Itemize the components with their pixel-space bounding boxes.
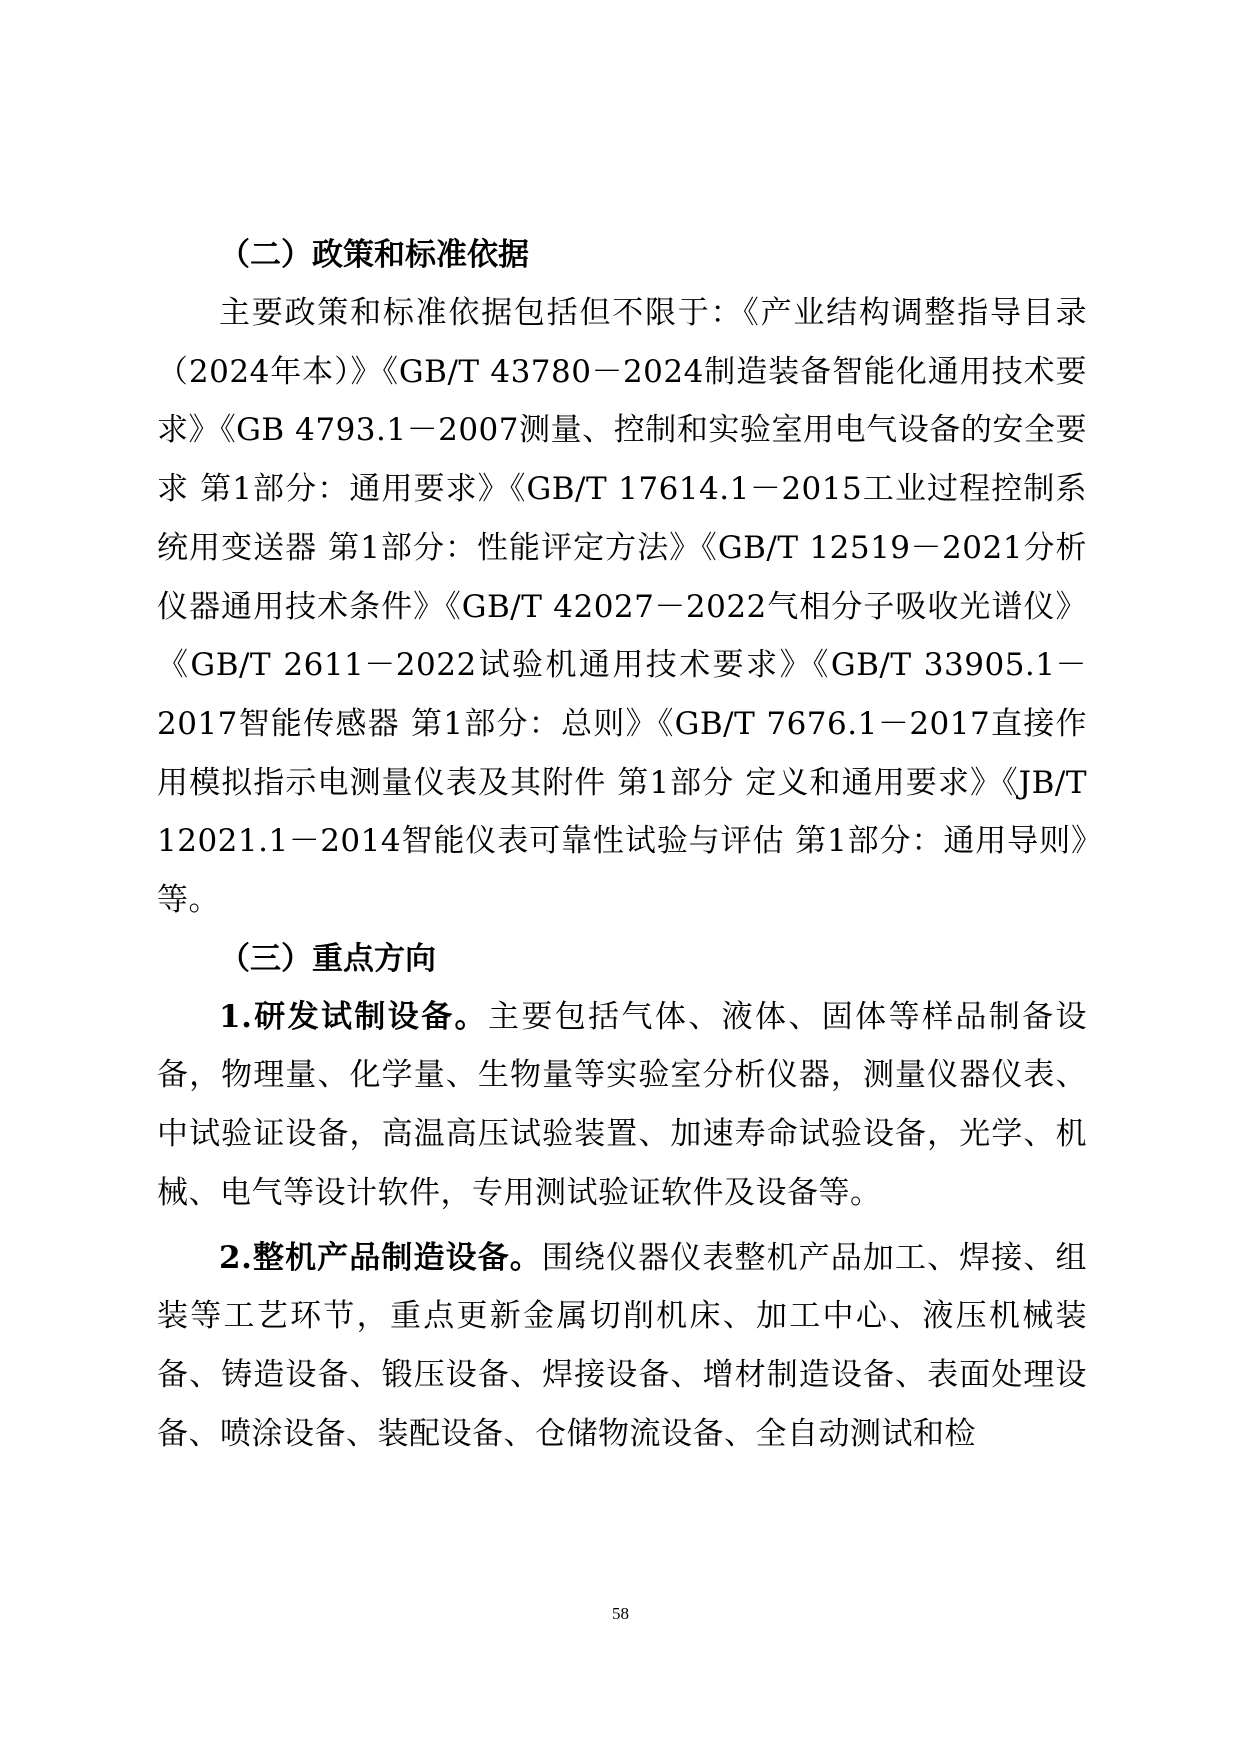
page-content bbox=[157, 226, 1087, 1463]
section-heading-policy-standards: （二）政策和标准依据 bbox=[219, 237, 529, 273]
policy-standards-paragraph: 主要政策和标准依据包括但不限于：《产业结构调整指导目录（2024年本）》《GB/T 43780－2024制造装备智能化通用技术要求》《GB 4793.1－2007测量、控制和实验室用电气设备的安全要求 第1部分：通用要求》《GB/T 17614.1－2015工业过程控制系统用变送器 第1部分：性能评定方法》《GB/T 12519－2021分析仪器通用技术条件》《GB/T 42027－2022气相分子吸收光谱仪》《GB/T 2611－2022试验机通用技术要求》《GB/T 33905.1－2017智能传感器 第1部分：总则》《GB/T 7676.1－2017直接作用模拟指示电测量仪表及其附件 第1部分 定义和通用要求》《JB/T 12021.1－2014智能仪表可靠性试验与评估 第1部分：通用导则》等。 bbox=[157, 295, 1087, 919]
page-number: 58 bbox=[612, 1604, 629, 1623]
item-lead: 2.整机产品制造设备。 bbox=[219, 1239, 542, 1276]
key-direction-item-rd-equipment bbox=[157, 988, 1087, 1223]
item-text: 主要包括气体、液体、固体等样品制备设备，物理量、化学量、生物量等实验室分析仪器，测量仪器仪表、中试验证设备，高温高压试验装置、加速寿命试验设备，光学、机械、电气等设计软件，专用测试验证软件及设备等。 bbox=[157, 998, 1087, 1211]
key-direction-item-manufacturing-equipment bbox=[157, 1229, 1087, 1464]
item-lead: 1.研发试制设备。 bbox=[219, 998, 488, 1035]
section-heading-key-directions: （三）重点方向 bbox=[219, 940, 436, 977]
item-text: 围绕仪器仪表整机产品加工、焊接、组装等工艺环节，重点更新金属切削机床、加工中心、液压机械装备、铸造设备、锻压设备、焊接设备、增材制造设备、表面处理设备、喷涂设备、装配设备、仓储物流设备、全自动测试和检 bbox=[157, 1239, 1087, 1452]
